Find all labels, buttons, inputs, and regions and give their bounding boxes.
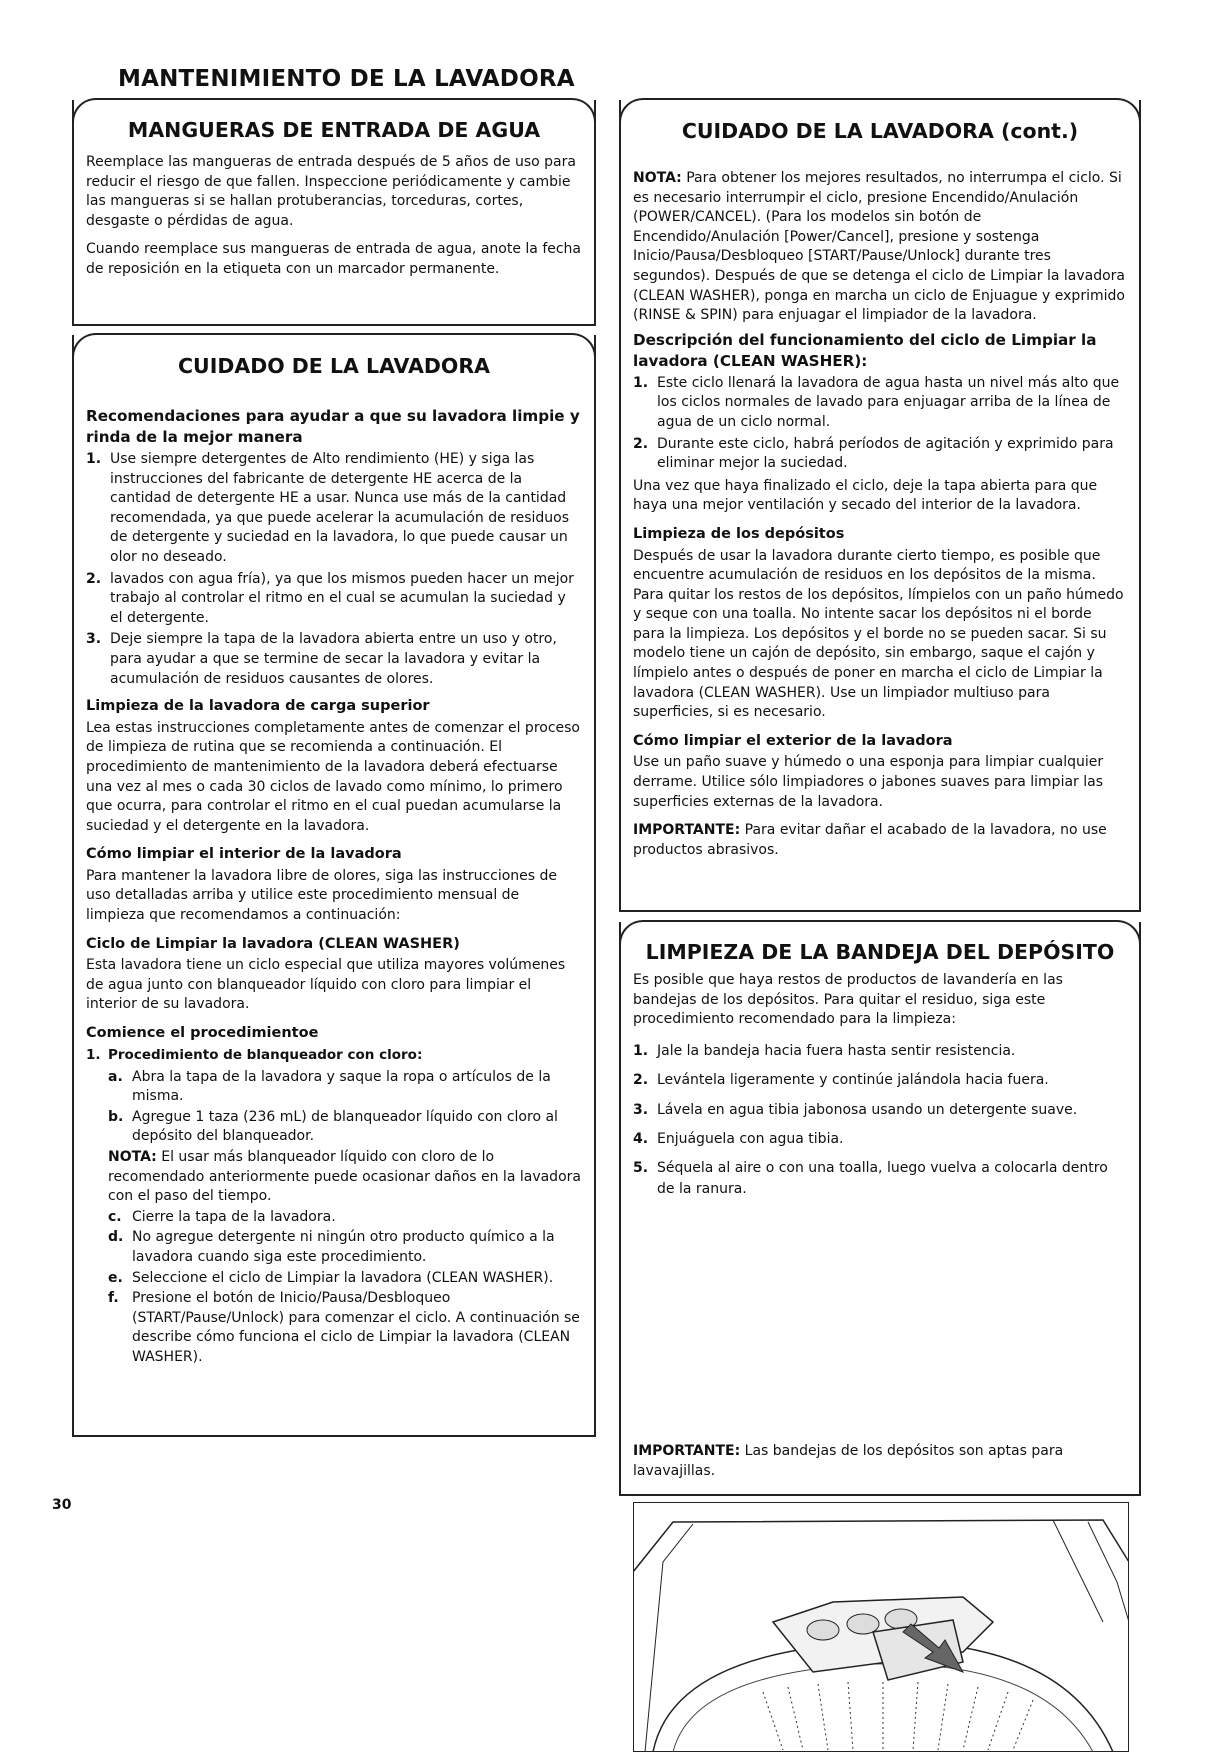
- dispensers-heading: Limpieza de los depósitos: [633, 525, 845, 542]
- exterior-text: Use un paño suave y húmedo o una esponja para limpiar cualquier derrame. Utilice sólo limpiadores o jabones suaves para limpiar las superficies externas de la lavadora.: [633, 754, 1104, 810]
- tray-section: [619, 922, 1141, 1496]
- page-title: MANTENIMIENTO DE LA LAVADORA: [118, 66, 575, 92]
- list-item: 3. Lávela en agua tibia jabonosa usando un detergente suave.: [633, 1101, 1078, 1118]
- tray-body: [633, 971, 1127, 1208]
- list-item: a. Abra la tapa de la lavadora y saque la ropa o artículos de la misma.: [108, 1068, 551, 1105]
- hoses-title: MANGUERAS DE ENTRADA DE AGUA: [127, 118, 541, 142]
- list-item: 3. Deje siempre la tapa de la lavadora abierta entre un uso y otro, para ayudar a que se termine de secar la lavadora y evitar la acumulación de residuos causantes de olores.: [86, 631, 557, 687]
- dispenser-tray-illustration: [633, 1502, 1129, 1752]
- list-item: 2. Levántela ligeramente y continúe jalándola hacia fuera.: [633, 1072, 1049, 1089]
- list-item: 1. Este ciclo llenará la lavadora de agua hasta un nivel más alto que los ciclos normales de lavado para enjuagar arriba de la línea de agua de un ciclo normal.: [633, 374, 1120, 430]
- cycle-text: Esta lavadora tiene un ciclo especial que utiliza mayores volúmenes de agua junto con blanqueador líquido con cloro para limpiar el interior de su lavadora.: [86, 957, 566, 1013]
- list-item: 4. Enjuáguela con agua tibia.: [633, 1131, 844, 1147]
- page-number: 30: [52, 1497, 72, 1513]
- care-section: [72, 335, 596, 1437]
- bleach-step-heading: 1. Procedimiento de blanqueador con cloro:: [86, 1046, 423, 1063]
- tray-important-note: IMPORTANTE: Las bandejas de los depósitos son aptas para lavavajillas.: [633, 1443, 1064, 1479]
- list-item: b. Agregue 1 taza (236 mL) de blanqueador líquido con cloro al depósito del blanqueador.: [108, 1108, 558, 1145]
- top-load-text: Lea estas instrucciones completamente antes de comenzar el proceso de limpieza de rutina que se recomienda a continuación. El procedimiento de mantenimiento de la lavadora deberá efectuarse una vez al mes o cada 30 ciclos de lavado como mínimo, lo primero que ocurra, para controlar el ritmo en el cual puedan acumularse la suciedad y el detergente en la lavadora.: [86, 719, 580, 834]
- tray-important: [633, 1442, 1127, 1490]
- hoses-text-1: Reemplace las mangueras de entrada después de 5 años de uso para reducir el riesgo de que fallen. Inspeccione periódicamente y cambie las mangueras si se hallan protuberancias, torceduras, cortes, desgaste o pérdidas de agua.: [86, 154, 576, 229]
- important-note: IMPORTANTE: Para evitar dañar el acabado de la lavadora, no use productos abrasivos.: [633, 822, 1107, 858]
- hoses-text-2: Cuando reemplace sus mangueras de entrada de agua, anote la fecha de reposición en la etiqueta con un marcador permanente.: [86, 241, 582, 277]
- inside-heading: Cómo limpiar el interior de la lavadora: [86, 846, 402, 863]
- cycle-description-heading: Descripción del funcionamiento del ciclo de Limpiar la lavadora (CLEAN WASHER):: [633, 330, 1097, 370]
- list-item: e. Seleccione el ciclo de Limpiar la lavadora (CLEAN WASHER).: [108, 1269, 554, 1286]
- care-title: CUIDADO DE LA LAVADORA: [178, 354, 490, 378]
- list-item: 5. Séquela al aire o con una toalla, luego vuelva a colocarla dentro de la ranura.: [633, 1160, 1108, 1197]
- list-item: 1. Jale la bandeja hacia fuera hasta sentir resistencia.: [633, 1042, 1016, 1059]
- after-cycle-text: Una vez que haya finalizado el ciclo, deje la tapa abierta para que haya una mejor ventilación y secado del interior de la lavadora.: [633, 477, 1098, 514]
- top-load-heading: Limpieza de la lavadora de carga superior: [86, 698, 430, 715]
- list-item: d. No agregue detergente ni ningún otro producto químico a la lavadora cuando siga este procedimiento.: [108, 1229, 555, 1265]
- start-heading: Comience el procedimientoe: [86, 1025, 319, 1042]
- hoses-body: [86, 153, 582, 289]
- list-item: f. Presione el botón de Inicio/Pausa/Desbloqueo (START/Pause/Unlock) para comenzar el ciclo. A continuación se describe cómo funciona el ciclo de Limpiar la lavadora (CLEAN WASHER).: [108, 1290, 580, 1365]
- list-item: 1. Use siempre detergentes de Alto rendimiento (HE) y siga las instrucciones del fabricante de detergente HE acerca de la cantidad de detergente HE a usar. Nunca use más de la cantidad recomendada, ya que puede acelerar la acumulación de residuos de detergente y suciedad en la lavadora, lo que puede causar un olor no deseado.: [86, 451, 570, 565]
- hoses-section: [72, 100, 596, 326]
- tray-title: LIMPIEZA DE LA BANDEJA DEL DEPÓSITO: [645, 940, 1115, 964]
- care-note: NOTA: Para obtener los mejores resultados, no interrumpa el ciclo. Si es necesario interrumpir el ciclo, presione Encendido/Anulación (POWER/CANCEL). (Para los modelos sin botón de Encendido/Anulación [Power/Cancel], presione y sostenga Inicio/Pausa/Desbloqueo [START/Pause/Unlock] durante tres segundos). Después de que se detenga el ciclo de Limpiar la lavadora (CLEAN WASHER), ponga en marcha un ciclo de Enjuague y exprimido (RINSE & SPIN) para enjuagar el limpiador de la lavadora.: [633, 170, 1125, 324]
- list-item: 2. Durante este ciclo, habrá períodos de agitación y exprimido para eliminar mejor la suciedad.: [633, 435, 1114, 472]
- list-item: 2. lavados con agua fría), ya que los mismos pueden hacer un mejor trabajo al controlar el ritmo en el cual se acumulan la suciedad y el detergente.: [86, 570, 574, 626]
- inside-text: Para mantener la lavadora libre de olores, siga las instrucciones de uso detalladas arriba y utilice este procedimiento mensual de limpieza que recomendamos a continuación:: [86, 867, 558, 924]
- tray-intro: Es posible que haya restos de productos de lavandería en las bandejas de los depósitos. Para quitar el residuo, siga este procedimiento recomendado para la limpieza:: [633, 972, 1063, 1028]
- bleach-note: NOTA: El usar más blanqueador líquido con cloro de lo recomendado anteriormente puede ocasionar daños en la lavadora con el paso del tiempo.: [108, 1149, 581, 1205]
- care-body: [86, 402, 582, 1369]
- cycle-heading: Ciclo de Limpiar la lavadora (CLEAN WASHER): [86, 935, 460, 952]
- list-item: c. Cierre la tapa de la lavadora.: [108, 1208, 336, 1225]
- care-cont-body: [633, 169, 1127, 869]
- care-cont-section: [619, 100, 1141, 912]
- exterior-heading: Cómo limpiar el exterior de la lavadora: [633, 732, 953, 749]
- care-cont-title: CUIDADO DE LA LAVADORA (cont.): [681, 119, 1079, 143]
- dispensers-text: Después de usar la lavadora durante cierto tiempo, es posible que encuentre acumulación de residuos en los depósitos de la misma. Para quitar los restos de los depósitos, límpielos con un paño húmedo y seque con una toalla. No intente sacar los depósitos ni el borde para la limpieza. Los depósitos y el borde no se pueden sacar. Si su modelo tiene un cajón de depósito, sin embargo, saque el cajón y límpielo antes o después de poner en marcha el ciclo de Limpiar la lavadora (CLEAN WASHER). Use un limpiador multiuso para superficies, si es necesario.: [633, 547, 1124, 721]
- recommendations-heading: Recomendaciones para ayudar a que su lavadora limpie y rinda de la mejor manera: [86, 407, 580, 446]
